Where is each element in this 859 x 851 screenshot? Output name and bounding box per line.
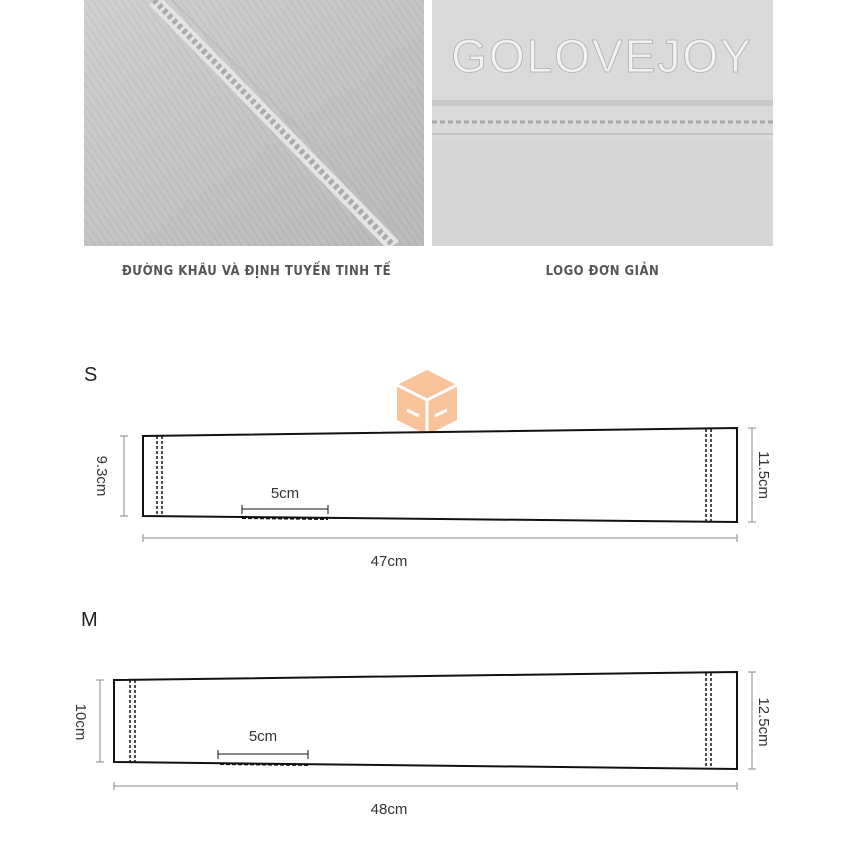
fabric-logo-photo: [432, 0, 773, 246]
size-s-segment: 5cm: [270, 485, 300, 502]
cube-logo-icon: [397, 370, 457, 435]
size-m-length: 48cm: [370, 801, 408, 818]
fabric-stitching-photo: [84, 0, 424, 246]
logo-caption: LOGO ĐƠN GIẢN: [545, 264, 660, 279]
size-diagram: [0, 330, 859, 851]
size-m-top: 12.5cm: [755, 697, 772, 747]
size-s-label: S: [84, 364, 98, 386]
size-s-top: 11.5cm: [755, 450, 772, 500]
size-m-wrist: 10cm: [72, 703, 89, 741]
size-s-wrist: 9.3cm: [93, 455, 110, 497]
stitching-caption: ĐƯỜNG KHÂU VÀ ĐỊNH TUYẾN TINH TẾ: [122, 264, 392, 279]
size-m-segment: 5cm: [248, 728, 278, 745]
size-s-length: 47cm: [370, 553, 408, 570]
size-m-label: M: [81, 609, 98, 631]
golovejoy-logo: GOLOVEJOY: [451, 30, 753, 82]
size-m-diagram: [72, 609, 772, 818]
